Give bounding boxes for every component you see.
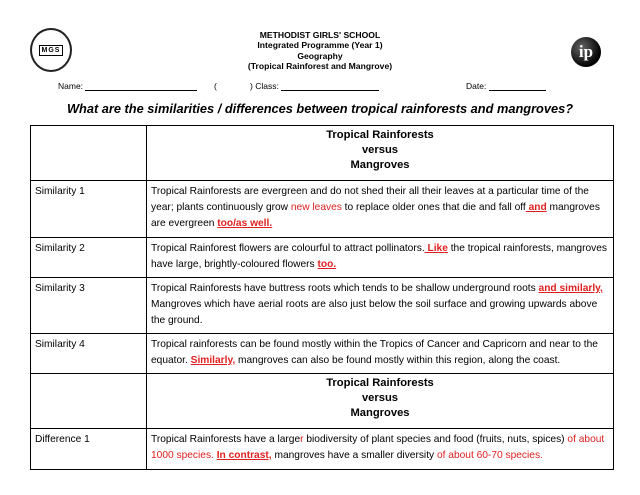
row-label: Similarity 4	[31, 334, 147, 374]
row-label: Similarity 2	[31, 238, 147, 278]
highlighted-text: of about 1000 species.	[151, 434, 605, 461]
highlighted-text: and	[525, 202, 547, 213]
text-segment: Tropical rainforests can be found mostly within the Tropics of Cancer and Capricorn and near to the equator.	[151, 339, 598, 366]
highlighted-text: In contrast,	[216, 450, 272, 461]
name-blank[interactable]	[85, 90, 197, 91]
index-paren-open: (	[214, 81, 217, 91]
row-text	[147, 238, 614, 278]
highlighted-text: of about 60-70 species.	[436, 450, 543, 461]
table-row	[31, 334, 614, 374]
text-segment: Tropical Rainforests are evergreen and do not shed their all their leaves at a particular time of the year; plants continuously grow	[151, 186, 589, 213]
highlighted-text: Similarly,	[190, 355, 236, 366]
empty-cell	[31, 126, 147, 181]
table-row	[31, 238, 614, 278]
date-label: Date:	[466, 81, 487, 91]
text-segment: the tropical rainforests, mangroves have large, brightly-coloured flowers	[151, 243, 608, 270]
text-segment: to replace older ones that die and fall off	[341, 202, 526, 213]
highlighted-text: too.	[317, 259, 337, 270]
header-line-3: Mangroves	[350, 407, 410, 419]
row-label: Difference 1	[31, 429, 147, 470]
comparison-header-row	[31, 126, 614, 181]
header-line-1: Tropical Rainforests	[326, 129, 434, 141]
header-line-1: Tropical Rainforests	[326, 377, 434, 389]
header-line-2: versus	[361, 144, 399, 156]
school-crest-logo	[30, 28, 72, 72]
text-segment: Tropical Rainforest flowers are colourful to attract pollinators.	[151, 243, 425, 254]
subject: Geography	[297, 50, 343, 61]
crest-text: MGS	[39, 45, 64, 56]
table-row	[31, 181, 614, 238]
date-field[interactable]	[466, 81, 546, 91]
text-segment: mangroves are evergreen	[151, 202, 600, 229]
row-text	[147, 181, 614, 238]
question-heading: What are the similarities / differences between tropical rainforests and mangroves?	[66, 101, 574, 116]
text-segment: Mangroves which have aerial roots are also just below the soil surface and growing upwards above the ground.	[151, 299, 598, 326]
highlighted-text: new leaves	[290, 202, 342, 213]
header-line-2: versus	[361, 392, 399, 404]
index-paren-close: )	[250, 81, 253, 91]
comparison-header-row	[31, 374, 614, 429]
text-segment: mangroves can also be found mostly within this region, along the coast.	[235, 355, 561, 366]
comparison-table	[30, 125, 614, 470]
header-line-3: Mangroves	[350, 159, 410, 171]
school-name: METHODIST GIRLS' SCHOOL	[259, 30, 381, 40]
text-segment: mangroves have a smaller diversity	[271, 450, 437, 461]
name-field[interactable]	[58, 81, 197, 91]
row-label: Similarity 1	[31, 181, 147, 238]
highlighted-text: too/as well.	[217, 218, 273, 229]
ip-logo-text: ip	[578, 42, 594, 61]
row-text	[147, 278, 614, 334]
row-text	[147, 429, 614, 470]
highlighted-text: Like	[424, 243, 448, 254]
table-row	[31, 278, 614, 334]
programme: Integrated Programme (Year 1)	[257, 40, 383, 51]
comparison-header-cell	[147, 126, 614, 181]
text-segment: biodiversity of plant species and food (fruits, nuts, spices)	[303, 434, 568, 445]
table-row	[31, 429, 614, 470]
highlighted-text: r	[300, 434, 304, 445]
row-text	[147, 334, 614, 374]
topic: (Tropical Rainforest and Mangrove)	[247, 61, 393, 72]
highlighted-text: and similarly,	[538, 283, 603, 294]
text-segment: Tropical Rainforests have buttress roots which tends to be shallow underground roots	[151, 283, 539, 294]
name-label: Name:	[58, 81, 84, 91]
class-blank[interactable]	[281, 90, 379, 91]
class-field[interactable]	[250, 81, 379, 91]
class-label: Class:	[255, 81, 279, 91]
comparison-header-cell	[147, 374, 614, 429]
row-label: Similarity 3	[31, 278, 147, 334]
ip-logo	[571, 37, 601, 67]
text-segment: Tropical Rainforests have a large	[151, 434, 301, 445]
date-blank[interactable]	[489, 90, 546, 91]
document-header	[200, 30, 440, 72]
empty-cell	[31, 374, 147, 429]
